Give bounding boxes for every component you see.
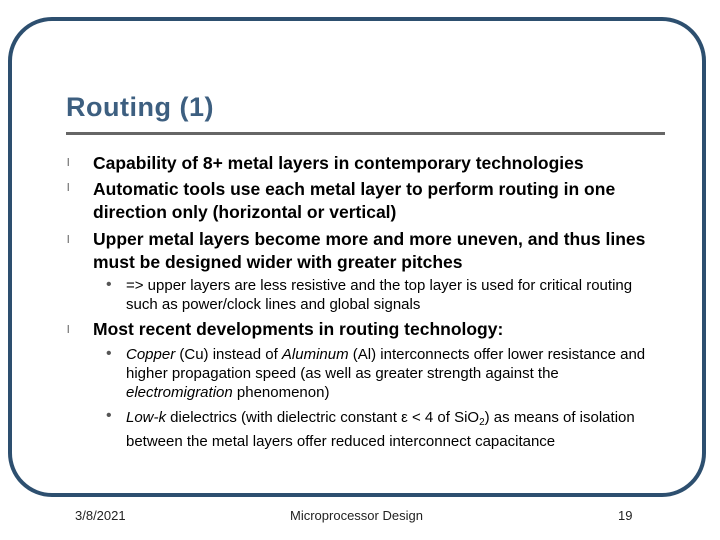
sub-bullet-text: => upper layers are less resistive and the top layer is used for critical routing such as power/clock lines and global signals bbox=[126, 277, 633, 313]
sub-bullet-marker: • bbox=[106, 407, 112, 424]
term-copper: Copper bbox=[126, 346, 176, 363]
bullet-text: Capability of 8+ metal layers in contemporary technologies bbox=[93, 153, 584, 173]
slide-title: Routing (1) bbox=[66, 92, 214, 122]
footer-title: Microprocessor Design bbox=[290, 508, 423, 523]
sub-bullet-lowk: Low-k dielectrics (with dielectric constant ε < 4 of SiO$_2$) as means of isolation between the metal layers offer reduced interconnect capacitance bbox=[126, 409, 635, 450]
bullet-marker: l bbox=[67, 324, 70, 336]
sub-bullet-copper: Copper (Cu) instead of Aluminum (Al) interconnects offer lower resistance and higher propagation speed (as well as greater strength against the electromigration phenomenon) bbox=[126, 346, 646, 401]
footer-date: 3/8/2021 bbox=[75, 508, 126, 523]
title-underline bbox=[66, 132, 665, 135]
sub-bullet-marker: • bbox=[106, 276, 112, 293]
term-aluminum: Aluminum bbox=[281, 346, 349, 363]
bullet-text: Most recent developments in routing technology: bbox=[93, 319, 504, 339]
term-low-k: Low-k bbox=[126, 409, 167, 426]
bullet-text: Automatic tools use each metal layer to perform routing in one direction only (horizontal or vertical) bbox=[93, 179, 616, 222]
sub-bullet-marker: • bbox=[106, 345, 112, 362]
page-number: 19 bbox=[618, 508, 633, 523]
subscript: 2 bbox=[479, 417, 485, 428]
bullet-text: Upper metal layers become more and more uneven, and thus lines must be designed wider with greater pitches bbox=[93, 229, 646, 272]
term-electromigration: electromigration bbox=[126, 384, 233, 401]
bullet-marker: l bbox=[67, 234, 70, 246]
bullet-marker: l bbox=[67, 157, 70, 169]
bullet-marker: l bbox=[67, 182, 70, 194]
